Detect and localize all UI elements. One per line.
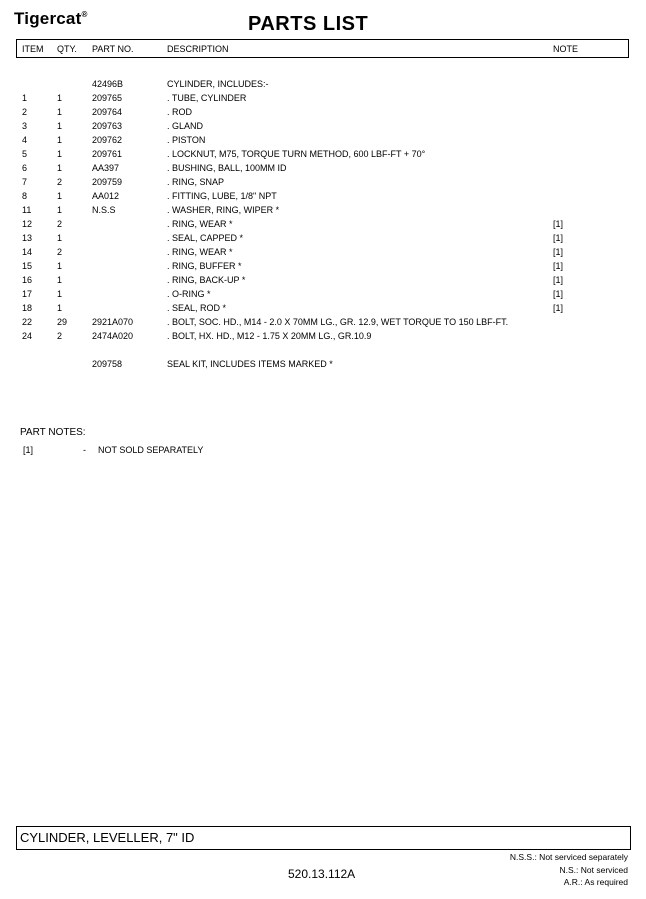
part-note-text: NOT SOLD SEPARATELY [98, 445, 204, 455]
table-row [0, 259, 646, 273]
abbreviation-legend [510, 851, 628, 889]
table-row [0, 147, 646, 161]
table-row [0, 273, 646, 287]
row-description: . RING, WEAR * [167, 247, 233, 257]
row-qty: 1 [57, 303, 63, 313]
row-description: SEAL KIT, INCLUDES ITEMS MARKED * [167, 359, 333, 369]
table-row [0, 217, 646, 231]
row-item: 14 [22, 247, 33, 257]
legend-ar: A.R.: As required [563, 877, 628, 887]
row-qty: 1 [57, 191, 63, 201]
row-description: . BUSHING, BALL, 100MM ID [167, 163, 287, 173]
row-note: [1] [553, 247, 564, 257]
column-header-description: DESCRIPTION [167, 44, 229, 54]
table-row [0, 161, 646, 175]
row-description: . WASHER, RING, WIPER * [167, 205, 280, 215]
row-qty: 1 [57, 289, 63, 299]
row-item: 18 [22, 303, 33, 313]
row-description: . RING, BACK-UP * [167, 275, 246, 285]
column-header-item: ITEM [22, 44, 44, 54]
row-description: . RING, WEAR * [167, 219, 233, 229]
table-row [0, 119, 646, 133]
brand-name: Tigercat [14, 9, 82, 28]
table-row [0, 175, 646, 189]
row-description: . O-RING * [167, 289, 211, 299]
row-note: [1] [553, 275, 564, 285]
legend-ns: N.S.: Not serviced [559, 864, 628, 875]
document-number: 520.13.112A [288, 867, 356, 881]
row-description: . RING, SNAP [167, 177, 225, 187]
row-note: [1] [553, 261, 564, 271]
row-description: CYLINDER, INCLUDES:- [167, 79, 269, 89]
row-qty: 1 [57, 135, 63, 145]
registered-mark: ® [81, 10, 88, 19]
row-qty: 2 [57, 177, 63, 187]
row-item: 24 [22, 331, 33, 341]
row-part-no: AA012 [92, 191, 120, 201]
table-row [0, 315, 646, 329]
row-description: . PISTON [167, 135, 206, 145]
table-row [0, 357, 646, 371]
row-qty: 1 [57, 93, 63, 103]
row-note: [1] [553, 289, 564, 299]
column-header-qty: QTY. [57, 44, 77, 54]
row-qty: 29 [57, 317, 68, 327]
row-item: 5 [22, 149, 28, 159]
row-qty: 1 [57, 107, 63, 117]
table-row [0, 133, 646, 147]
row-item: 7 [22, 177, 28, 187]
row-qty: 1 [57, 275, 63, 285]
row-item: 22 [22, 317, 33, 327]
row-item: 12 [22, 219, 33, 229]
table-row [0, 245, 646, 259]
legend-nss: N.S.S.: Not serviced separately [509, 852, 628, 862]
row-description: . FITTING, LUBE, 1/8" NPT [167, 191, 277, 201]
row-qty: 1 [57, 121, 63, 131]
row-part-no: 209762 [92, 135, 123, 145]
brand-logo [14, 9, 88, 29]
row-qty: 1 [57, 149, 63, 159]
table-row [0, 301, 646, 315]
page-title: PARTS LIST [248, 13, 369, 35]
part-note-dash: - [83, 445, 86, 455]
row-qty: 1 [57, 205, 63, 215]
row-qty: 1 [57, 163, 63, 173]
row-note: [1] [553, 219, 564, 229]
row-item: 8 [22, 191, 28, 201]
row-description: . BOLT, SOC. HD., M14 - 2.0 X 70MM LG., GR. 12.9, WET TORQUE TO 150 LBF-FT. [167, 317, 509, 327]
column-header-part-no: PART NO. [92, 44, 134, 54]
table-row [0, 203, 646, 217]
row-note: [1] [553, 303, 564, 313]
row-description: . GLAND [167, 121, 204, 131]
row-description: . TUBE, CYLINDER [167, 93, 247, 103]
row-note: [1] [553, 233, 564, 243]
row-part-no: 209765 [92, 93, 123, 103]
row-item: 1 [22, 93, 28, 103]
parts-table-body [0, 77, 646, 371]
assembly-title: CYLINDER, LEVELLER, 7" ID [20, 830, 195, 845]
row-part-no: 2921A070 [92, 317, 134, 327]
table-row [0, 91, 646, 105]
row-item: 15 [22, 261, 33, 271]
row-item: 13 [22, 233, 33, 243]
table-row [0, 77, 646, 91]
table-row [0, 287, 646, 301]
row-item: 4 [22, 135, 28, 145]
row-description: . ROD [167, 107, 193, 117]
row-description: . LOCKNUT, M75, TORQUE TURN METHOD, 600 LBF-FT + 70° [167, 149, 426, 159]
row-part-no: 209764 [92, 107, 123, 117]
row-qty: 2 [57, 247, 63, 257]
table-row [0, 189, 646, 203]
part-note-ref: [1] [23, 445, 34, 455]
row-description: . BOLT, HX. HD., M12 - 1.75 X 20MM LG., GR.10.9 [167, 331, 372, 341]
row-part-no: AA397 [92, 163, 120, 173]
row-item: 11 [22, 205, 32, 215]
table-row [0, 329, 646, 343]
row-qty: 1 [57, 261, 63, 271]
row-description: . SEAL, ROD * [167, 303, 227, 313]
part-notes-title: PART NOTES: [20, 427, 86, 438]
column-header-note: NOTE [553, 44, 579, 54]
row-part-no: 209761 [92, 149, 123, 159]
table-row [0, 343, 646, 357]
row-item: 2 [22, 107, 28, 117]
row-part-no: 209759 [92, 177, 123, 187]
row-qty: 2 [57, 331, 63, 341]
row-item: 6 [22, 163, 28, 173]
table-row [0, 105, 646, 119]
row-part-no: N.S.S [92, 205, 116, 215]
row-item: 3 [22, 121, 28, 131]
row-qty: 2 [57, 219, 63, 229]
row-item: 16 [22, 275, 33, 285]
row-part-no: 2474A020 [92, 331, 134, 341]
row-item: 17 [22, 289, 33, 299]
row-part-no: 209763 [92, 121, 123, 131]
row-description: . SEAL, CAPPED * [167, 233, 244, 243]
table-row [0, 231, 646, 245]
row-part-no: 209758 [92, 359, 123, 369]
row-part-no: 42496B [92, 79, 124, 89]
row-qty: 1 [57, 233, 63, 243]
row-description: . RING, BUFFER * [167, 261, 242, 271]
